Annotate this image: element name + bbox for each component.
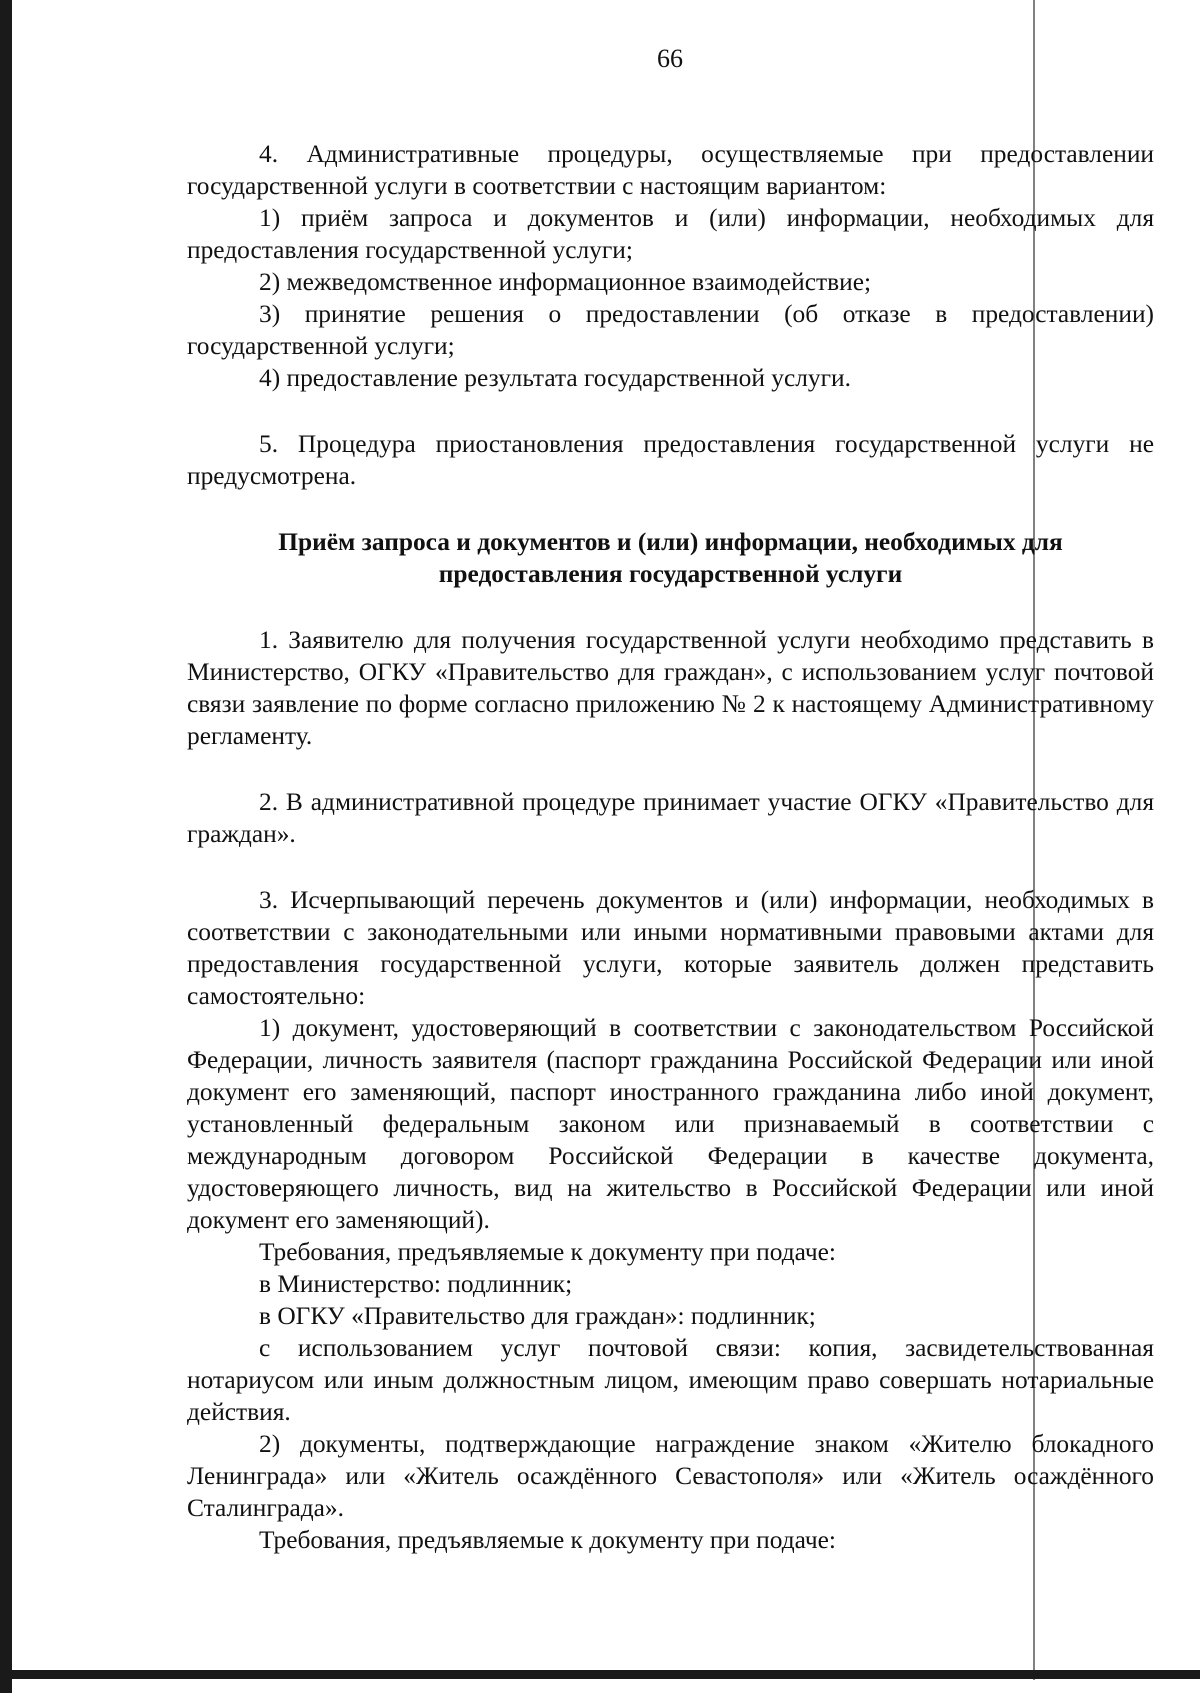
requirements-title-2: Требования, предъявляемые к документу при подаче: bbox=[259, 1526, 836, 1554]
procedures-intro: 4. Административные процедуры, осуществляемые при предоставлении государственной услуги в соответствии с настоящим вариантом: bbox=[187, 140, 1154, 200]
participation-paragraph: 2. В административной процедуре принимает участие ОГКУ «Правительство для граждан». bbox=[187, 788, 1154, 848]
requirements-title-1: Требования, предъявляемые к документу при подаче: bbox=[259, 1238, 836, 1266]
applicant-paragraph: 1. Заявителю для получения государственной услуги необходимо представить в Министерство, ОГКУ «Правительство для граждан», с использованием услуг почтовой связи заявление по форме согласно приложению № 2 к настоящему Административному регламенту. bbox=[187, 626, 1154, 750]
document-item-2: 2) документы, подтверждающие награждение знаком «Жителю блокадного Ленинграда» или «Житель осаждённого Севастополя» или «Житель осаждённого Сталинграда». bbox=[187, 1430, 1154, 1522]
procedure-item-3: 3) принятие решения о предоставлении (об отказе в предоставлении) государственной услуги; bbox=[187, 300, 1154, 360]
section-heading bbox=[187, 526, 1154, 590]
documents-list-intro: 3. Исчерпывающий перечень документов и (или) информации, необходимых в соответствии с законодательными или иными нормативными правовыми актами для предоставления государственной услуги, которые заявитель должен представить самостоятельно: bbox=[187, 886, 1154, 1010]
scan-edge-bottom bbox=[0, 1670, 1200, 1679]
requirement-ministry: в Министерство: подлинник; bbox=[259, 1270, 573, 1298]
procedure-item-1: 1) приём запроса и документов и (или) информации, необходимых для предоставления государственной услуги; bbox=[187, 204, 1154, 264]
scan-edge-left bbox=[0, 0, 12, 1693]
procedure-item-2: 2) межведомственное информационное взаимодействие; bbox=[259, 268, 872, 296]
section-heading-line-1: Приём запроса и документов и (или) информации, необходимых для bbox=[278, 528, 1063, 556]
document-item-1: 1) документ, удостоверяющий в соответствии с законодательством Российской Федерации, личность заявителя (паспорт гражданина Российской Федерации или иной документ его заменяющий, паспорт иностранного гражданина либо иной документ, установленный федеральным законом или признаваемый в соответствии с международным договором Российской Федерации в качестве документа, удостоверяющего личность, вид на жительство в Российской Федерации или иной документ его заменяющий). bbox=[187, 1014, 1154, 1234]
requirement-post: с использованием услуг почтовой связи: копия, засвидетельствованная нотариусом или иным должностным лицом, имеющим право совершать нотариальные действия. bbox=[187, 1334, 1154, 1426]
procedure-item-4: 4) предоставление результата государственной услуги. bbox=[259, 364, 851, 392]
section-heading-line-2: предоставления государственной услуги bbox=[438, 560, 903, 588]
requirement-ogku: в ОГКУ «Правительство для граждан»: подлинник; bbox=[259, 1302, 816, 1330]
page-number: 66 bbox=[657, 44, 683, 73]
document-body bbox=[187, 138, 1154, 1556]
suspension-paragraph: 5. Процедура приостановления предоставления государственной услуги не предусмотрена. bbox=[187, 430, 1154, 490]
